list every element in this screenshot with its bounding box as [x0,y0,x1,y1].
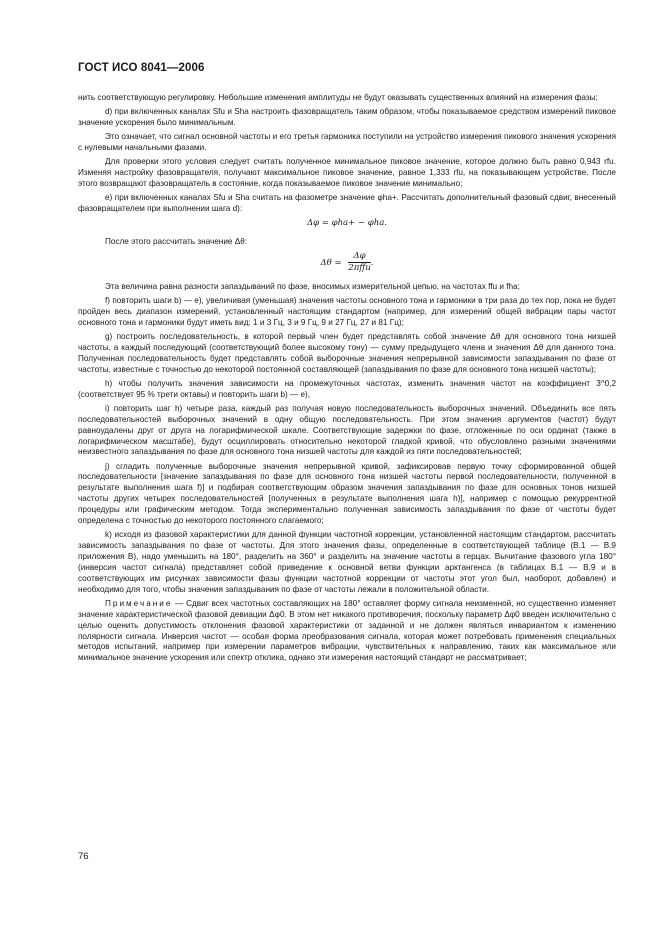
paragraph-calc-delta-theta: После этого рассчитать значение Δθ: [105,236,248,246]
paragraph-step-e: е) при включенных каналах Sfu и Sha считать на фазометре значение φha+. Рассчитать дополнительный фазовый сдвиг, внесенный фазовращателем при выполнении шага d): [78,193,616,213]
paragraph-difference: Эта величина равна разности запаздываний по фазе, вносимых измерительной цепью, на частотах ffu и fha; [105,282,520,291]
formula-numerator: Δφ [348,251,371,263]
note-label: Примечание [105,598,173,608]
formula-tail: . [370,258,374,268]
paragraph-continuation: нить соответствующую регулировку. Небольшие изменения амплитуды не будут оказывать существенных влияний на измерения фазы; [78,93,598,102]
formula-delta-theta [78,251,616,274]
document-body [78,93,616,667]
formula-fraction [348,251,371,274]
formula-lhs: Δθ = [320,258,342,268]
paragraph-step-i: i) повторить шаг h) четыре раза, каждый раз получая новую последовательность выборочных значений. Объединить все пять последовательностей выборочных значений в одну общую последовательность. При этом значения аргументов (частот) будут равноудалены друг от друга на логарифмической шкале. Соответствующие задержки по фазе, отложенные по оси ординат (также в логарифмическом масштабе), будут осциллировать относительно некоторой гладкой кривой, что обусловлено разными значениями неизвестного запаздывания по фазе для основного тона низшей частоты для каждой из пяти последовательностей; [78,403,616,457]
note-paragraph [78,599,616,664]
paragraph-step-h: h) чтобы получить значения зависимости на промежуточных частотах, изменить значения частот на коэффициент 3^0,2 (соответствует 95 % трети октавы) и повторить шаги b) — е), [78,378,616,399]
paragraph-step-d: d) при включенных каналах Sfu и Sha настроить фазовращатель таким образом, чтобы показываемое средством измерений пиковое значение ускорения было минимальным. [78,107,616,127]
paragraph-step-j: j) сгладить полученные выборочные значения непрерывной кривой, зафиксировав первую точку сформированной общей последовательности [значение запаздывания по фазе для основного тона низшей частоты первой последовательности, полученной в результате выполнения шага f)] и подбирая соответствующим образом значения запаздывания по фазе для основных тонов низшей частоты других четырех последовательностей [полученных в результате выполнения шага h)], например с помощью рекуррентной процедуры или графическим методом. Тогда экспериментально полученная зависимость запаздывания по фазе от частоты будет определена с точностью до некоторого постоянного слагаемого; [78,461,616,526]
note-text: — Сдвиг всех частотных составляющих на 180° оставляет форму сигнала неизменной, но существенно изменяет значение характеристической фазовой девиации Δφ0. В этом нет никакого противоречия, поскольку параметр Δφ0 введен исключительно с целью оценить допустимость отклонения фазовой характеристики от заданной и не должен являться инвариантом к изменению полярности сигнала. Инверсия частот — особая форма преобразования сигнала, которая может потребовать применения специальных методов испытаний, например при измерении параметров вибрации, чувствительных к направлению, таких как максимальное или минимальное значение ускорения или спектр отклика, однако эти измерения настоящий стандарт не рассматривает; [78,598,616,663]
paragraph-step-f: f) повторить шаги b) — е), увеличивая (уменьшая) значения частоты основного тона и гармоники в три раза до тех пор, пока не будет пройден весь диапазон измерений, установленный настоящим стандартом (например, для измерений общей вибрации пары частот основного тона и гармоники будут иметь вид: 1 и 3 Гц, 3 и 9 Гц, 9 и 27 Гц, 27 и 81 Гц); [78,296,616,327]
paragraph-check: Для проверки этого условия следует считать полученное минимальное пиковое значение, которое должно быть равно 0,943 rfu. Изменяя настройку фазовращателя, получают максимальное пиковое значение, равное 1,333 rfu, на показывающем устройстве. После этого возвращают фазовращатель в состояние, когда показываемое пиковое значение минимально; [78,157,616,188]
formula-denominator: 2πffu [348,263,371,273]
paragraph-step-g: g) построить последовательность, в которой первый член будет представлять собой значение Δθ для основного тона низшей частоты, а каждый последующий (соответствующий более высокому тону) — сумму предыдущего члена и значения Δθ для данного тона. Полученная последовательность будет представлять собой выборочные значения непрерывной зависимости запаздывания по фазе от частоты, известные с точностью до некоторой постоянной составляющей (запаздывания по фазе для основного тона низшей частоты); [78,332,616,374]
page-number: 76 [78,851,89,862]
paragraph-meaning: Это означает, что сигнал основной частоты и его третья гармоника поступили на устройство измерения пикового значения ускорения с нулевыми начальными фазами. [78,132,616,152]
document-header: ГОСТ ИСО 8041—2006 [78,62,205,74]
formula-delta-phi: Δφ = φha+ − φha. [307,218,387,228]
paragraph-step-k: k) исходя из фазовой характеристики для данной функции частотной коррекции, установленной настоящим стандартом, рассчитать зависимость запаздывания по фазе от частоты. Для этого значения фазы, определенные в соответствующей таблице (В.1 — В.9 приложения В), надо уменьшить на 180°, разделить на 360° и разделить на значение частоты в герцах. Вычитание фазового угла 180° (инверсия частот сигнала) представляет собой приведение к основной ветви функции арктангенса (в таблицах В.1 — В.9 и в соответствующих им рисунках зависимости фазы функции частотной коррекции от частоты этот угол был, наоборот, добавлен) и необходимо для того, чтобы значения запаздывания по фазе от частоты лежали в положительной области. [78,530,616,594]
